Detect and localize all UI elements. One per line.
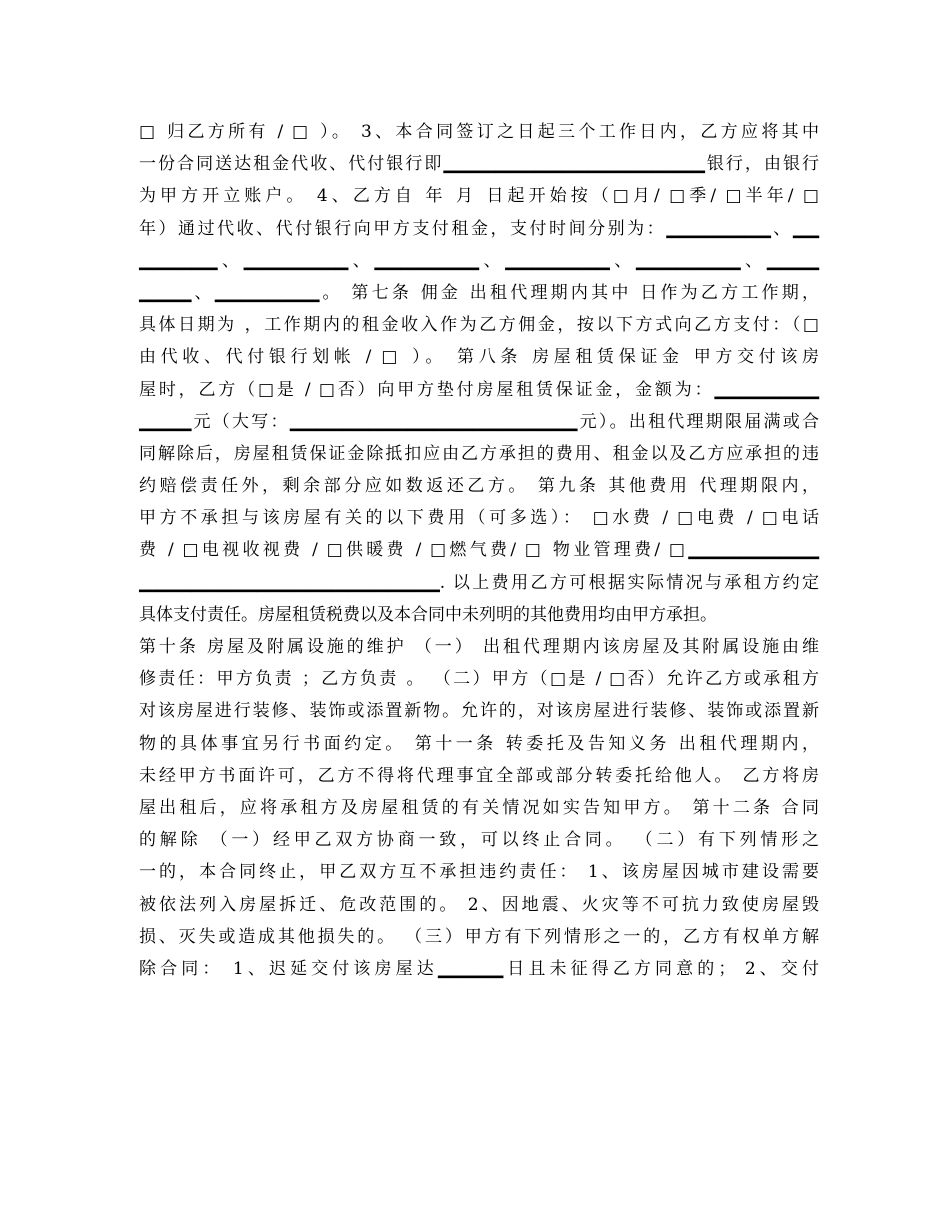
text-line: 修责任：甲方负责 ；乙方负责 。 （二）甲方（□是 / □否）允许乙方或承租方	[139, 669, 819, 690]
text-line: 同解除后，房屋租赁保证金除抵扣应由乙方承担的费用、租金以及乙方应承担的违	[139, 443, 819, 464]
text-line: 年）通过代收、代付银行向甲方支付租金，支付时间分别为：▁▁▁▁▁▁▁▁、▁▁	[139, 218, 819, 239]
contract-text-body	[139, 116, 819, 985]
text-line: 屋出租后，应将承租方及房屋租赁的有关情况如实告知甲方。 第十二条 合同	[139, 797, 819, 818]
text-line: 物的具体事宜另行书面约定。 第十一条 转委托及告知义务 出租代理期内，	[139, 733, 819, 754]
text-line: 的解除 （一）经甲乙双方协商一致，可以终止合同。 （二）有下列情形之	[139, 830, 819, 851]
text-line: 具体日期为 ，工作期内的租金收入作为乙方佣金，按以下方式向乙方支付：（□	[139, 315, 819, 336]
text-line: 一的，本合同终止，甲乙双方互不承担违约责任： 1、该房屋因城市建设需要	[139, 862, 819, 883]
text-line: ▁▁▁▁▁▁、▁▁▁▁▁▁▁▁、▁▁▁▁▁▁▁▁、▁▁▁▁▁▁▁▁、▁▁▁▁▁▁▁▁、▁▁▁▁	[139, 250, 819, 271]
text-line: 未经甲方书面许可，乙方不得将代理事宜全部或部分转委托给他人。 乙方将房	[139, 765, 819, 786]
text-line: 损、灭失或造成其他损失的。 （三）甲方有下列情形之一的，乙方有权单方解	[139, 926, 819, 947]
text-line: 除合同： 1、迟延交付该房屋达▁▁▁▁▁日且未征得乙方同意的； 2、交付	[139, 958, 819, 979]
text-line: 为甲方开立账户。 4、乙方自 年 月 日起开始按（□月/ □季/ □半年/ □	[139, 186, 819, 207]
text-line: 甲方不承担与该房屋有关的以下费用（可多选）： □水费 / □电费 / □电话	[139, 508, 819, 529]
text-line: ▁▁▁▁元（大写：▁▁▁▁▁▁▁▁▁▁▁▁▁▁▁▁▁▁▁▁▁▁元）。出租代理期限届满或合	[139, 411, 819, 432]
text-line: 第十条 房屋及附属设施的维护 （一） 出租代理期内该房屋及其附属设施由维	[139, 637, 819, 657]
text-line: 具体支付责任。房屋租赁税费以及本合同中未列明的其他费用均由甲方承担。	[139, 604, 717, 625]
text-line: 被依法列入房屋拆迁、危改范围的。 2、因地震、火灾等不可抗力致使房屋毁	[139, 894, 819, 915]
text-line: ▁▁▁▁▁▁▁▁▁▁▁▁▁▁▁▁▁▁▁▁▁▁▁. 以上费用乙方可根据实际情况与承租方约定	[139, 572, 819, 593]
text-line: 一份合同送达租金代收、代付银行即▁▁▁▁▁▁▁▁▁▁▁▁▁▁▁▁▁▁▁▁银行，由银行	[139, 154, 819, 175]
text-line: 费 / □电视收视费 / □供暖费 / □燃气费/ □ 物业管理费/ □▁▁▁▁▁▁▁▁▁▁	[139, 540, 819, 561]
text-line: 屋时，乙方（□是 / □否）向甲方垫付房屋租赁保证金，金额为：▁▁▁▁▁▁▁▁	[139, 379, 819, 400]
text-line: 对该房屋进行装修、装饰或添置新物。允许的，对该房屋进行装修、装饰或添置新	[139, 701, 819, 722]
text-line: □ 归乙方所有 / □ ）。 3、本合同签订之日起三个工作日内，乙方应将其中	[139, 122, 819, 142]
text-line: 由代收、代付银行划帐 / □ ）。 第八条 房屋租赁保证金 甲方交付该房	[139, 347, 819, 368]
text-line: 约赔偿责任外，剩余部分应如数返还乙方。 第九条 其他费用 代理期限内，	[139, 476, 819, 497]
text-line: ▁▁▁▁、▁▁▁▁▁▁▁▁。 第七条 佣金 出租代理期内其中 日作为乙方工作期，	[139, 282, 819, 303]
